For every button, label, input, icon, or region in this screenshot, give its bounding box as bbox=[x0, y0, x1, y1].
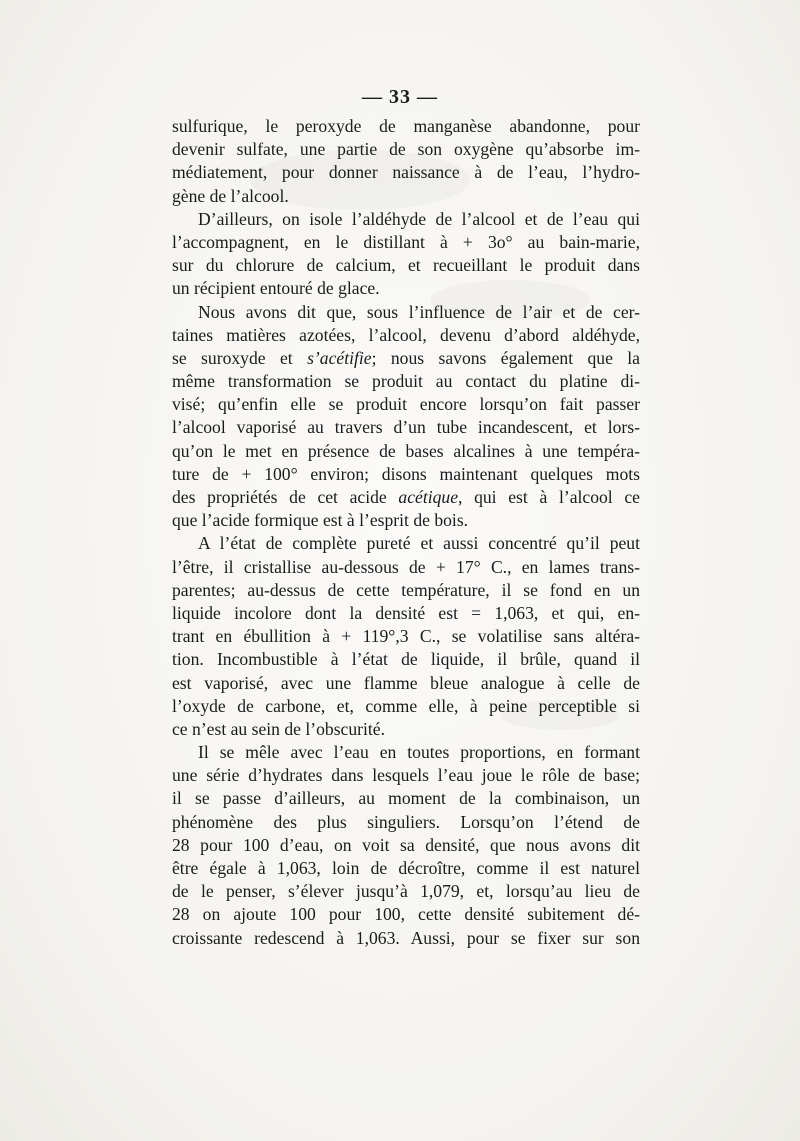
text-line: trant en ébullition à + 119°,3 C., se volatilise sans altéra- bbox=[172, 626, 640, 647]
text-line: être égale à 1,063, loin de décroître, comme il est naturel bbox=[172, 858, 640, 878]
text-line: parentes; au-dessus de cette température, il se fond en un bbox=[172, 579, 640, 600]
text-line: l’accompagnent, en le distillant à + 3o° au bain-marie, bbox=[172, 231, 640, 252]
text-line: taines matières azotées, l’alcool, devenu d’abord aldéhyde, bbox=[172, 324, 640, 345]
text-line: qu’on le met en présence de bases alcalines à une tempéra- bbox=[172, 440, 640, 461]
text-line: même transformation se produit au contact du platine di- bbox=[172, 371, 640, 392]
text-line: Il se mêle avec l’eau en toutes proportions, en formant bbox=[198, 742, 640, 763]
text-line: croissante redescend à 1,063. Aussi, pour se fixer sur son bbox=[172, 927, 640, 948]
text-line: l’alcool vaporisé au travers d’un tube incandescent, et lors- bbox=[172, 417, 640, 438]
text-line: une série d’hydrates dans lesquels l’eau joue le rôle de base; bbox=[172, 765, 640, 786]
italic-term: s’acétifie bbox=[307, 347, 372, 368]
text-line: un récipient entouré de glace. bbox=[172, 278, 380, 299]
text-line: est vaporisé, avec une flamme bleue analogue à celle de bbox=[172, 672, 640, 693]
text-line: devenir sulfate, une partie de son oxygène qu’absorbe im- bbox=[172, 139, 640, 160]
page-number: — 33 — bbox=[362, 86, 438, 108]
text-line: des propriétés de cet acide acétique, qui est à l’alcool ce bbox=[172, 487, 640, 507]
text-line: l’être, il cristallise au-dessous de + 17° C., en lames trans- bbox=[172, 556, 640, 577]
text-line: D’ailleurs, on isole l’aldéhyde de l’alcool et de l’eau qui bbox=[198, 208, 640, 229]
text-line: visé; qu’enfin elle se produit encore lorsqu’on fait passer bbox=[172, 394, 640, 415]
text-line: ce n’est au sein de l’obscurité. bbox=[172, 718, 385, 739]
text-line: A l’état de complète pureté et aussi concentré qu’il peut bbox=[198, 533, 640, 554]
text-line: 28 pour 100 d’eau, on voit sa densité, que nous avons dit bbox=[172, 834, 640, 855]
text-line: phénomène des plus singuliers. Lorsqu’on l’étend de bbox=[172, 811, 640, 832]
text-line: de le penser, s’élever jusqu’à 1,079, et, lorsqu’au lieu de bbox=[172, 881, 640, 902]
text-line: ture de + 100° environ; disons maintenant quelques mots bbox=[172, 463, 640, 484]
text-line: il se passe d’ailleurs, au moment de la combinaison, un bbox=[172, 788, 640, 809]
text-line: liquide incolore dont la densité est = 1,063, et qui, en- bbox=[172, 602, 640, 623]
text-line: gène de l’alcool. bbox=[172, 185, 289, 206]
text-line: que l’acide formique est à l’esprit de bois. bbox=[172, 510, 469, 531]
text-line: sulfurique, le peroxyde de manganèse abandonne, pour bbox=[172, 116, 640, 136]
text-line: tion. Incombustible à l’état de liquide, il brûle, quand il bbox=[172, 649, 640, 670]
text-line: sur du chlorure de calcium, et recueillant le produit dans bbox=[172, 255, 640, 276]
body-text bbox=[172, 115, 640, 950]
text-line: 28 on ajoute 100 pour 100, cette densité subitement dé- bbox=[172, 904, 640, 925]
italic-term: acétique bbox=[398, 487, 459, 507]
text-line: médiatement, pour donner naissance à de l’eau, l’hydro- bbox=[172, 162, 640, 183]
text-line: l’oxyde de carbone, et, comme elle, à peine perceptible si bbox=[172, 695, 640, 716]
text-line: se suroxyde et s’acétifie; nous savons également que la bbox=[172, 347, 640, 368]
text-line: Nous avons dit que, sous l’influence de l’air et de cer- bbox=[198, 301, 640, 322]
